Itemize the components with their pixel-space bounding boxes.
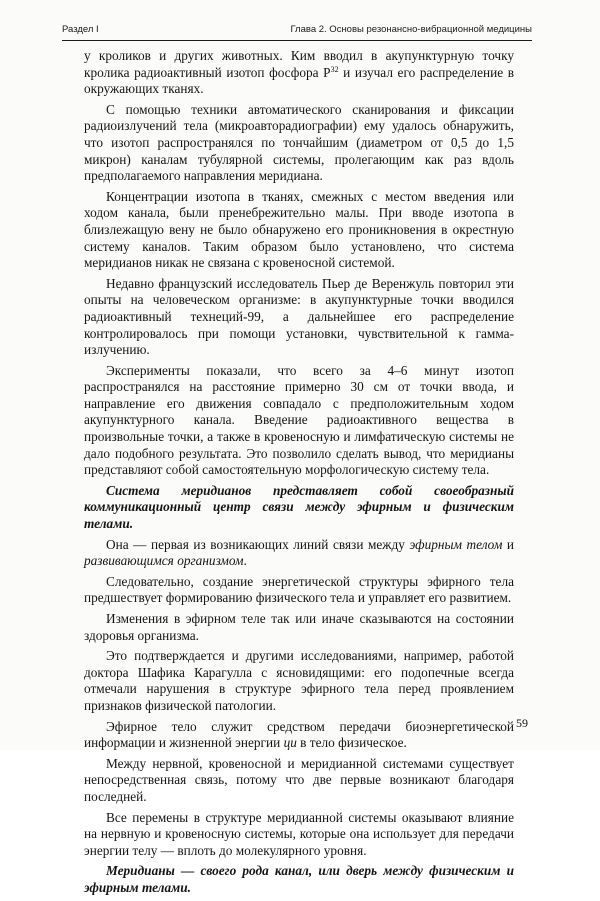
paragraph: Изменения в эфирном теле так или иначе сказываются на состоянии здоровья организма. (84, 611, 514, 643)
paragraph: Следовательно, создание энергетической структуры эфирного тела предшествует формированию физического тела и управляет его развитием. (84, 573, 514, 606)
body-text (84, 48, 514, 901)
section-label: Раздел I (62, 24, 99, 35)
paragraph: С помощью техники автоматического сканирования и фиксации радиоизлучений тела (микроавторадиографии) ему удалось обнаружить, что изотоп распространялся по тончайшим (диаметром от 0,5 до 1,5 микрон) каналам тубулярной системы, пролегающим как раз вдоль предполагаемого направления меридиана. (84, 101, 514, 184)
paragraph: Эксперименты показали, что всего за 4–6 минут изотоп распространялся на расстояние примерно 30 см от точки ввода, и направление его движения совпадало с предположительным ходом акупунктурного канала. Введение радиоактивного вещества в произвольные точки, а также в кровеносную и лимфатическую системы не дало подобного результата. Это позволило сделать вывод, что меридианы представляют собой самостоятельную морфологическую систему тела. (84, 362, 514, 478)
paragraph: Недавно французский исследователь Пьер де Веренжуль повторил эти опыты на человеческом организме: в акупунктурные точки вводился радиоактивный технеций-99, а дальнейшее его распределение контролировалось при помощи установки, чувствительной к гамма-излучению. (84, 275, 514, 358)
emphasized-statement: Система меридианов представляет собой своеобразный коммуникационный центр связи между эфирным и физическим телами. (84, 482, 514, 532)
paragraph: Она — первая из возникающих линий связи между эфирным телом и развивающимся организмом. (84, 536, 514, 569)
paragraph: Это подтверждается и другими исследованиями, например, работой доктора Шафика Карагулла с ясновидящими: его подопечные всегда отмечали нарушения в структуре эфирного тела перед проявлением признаков физической патологии. (84, 648, 514, 713)
chapter-title: Глава 2. Основы резонансно-вибрационной медицины (290, 24, 532, 35)
page-number: 59 (516, 716, 528, 730)
paragraph: Все перемены в структуре меридианной системы оказывают влияние на нервную и кровеносную системы, которые она использует для передачи энергии телу — вплоть до молекулярного уровня. (84, 809, 514, 858)
paragraph: Концентрации изотопа в тканях, смежных с местом введения или ходом канала, были пренебрежительно малы. При вводе изотопа в близлежащую вену не было обнаружено его проникновения в окрестную систему каналов. Таким образом было установлено, что система меридианов никак не связана с кровеносной системой. (84, 188, 514, 271)
paragraph: Эфирное тело служит средством передачи биоэнергетической информации и жизненной энергии ци в тело физическое. (84, 718, 514, 751)
running-header (62, 18, 532, 41)
emphasized-statement: Меридианы — своего рода канал, или дверь между физическим и эфирным телами. (84, 863, 514, 895)
paragraph: у кроликов и других животных. Ким вводил в акупунктурную точку кролика радиоактивный изотоп фосфора $Р^{32}$ и изучал его распределение в окружающих тканях. (84, 48, 514, 97)
paragraph: Между нервной, кровеносной и меридианной системами существует непосредственная связь, потому что две первые возникают благодаря последней. (84, 755, 514, 804)
isotope-superscript: 32 (330, 64, 339, 74)
